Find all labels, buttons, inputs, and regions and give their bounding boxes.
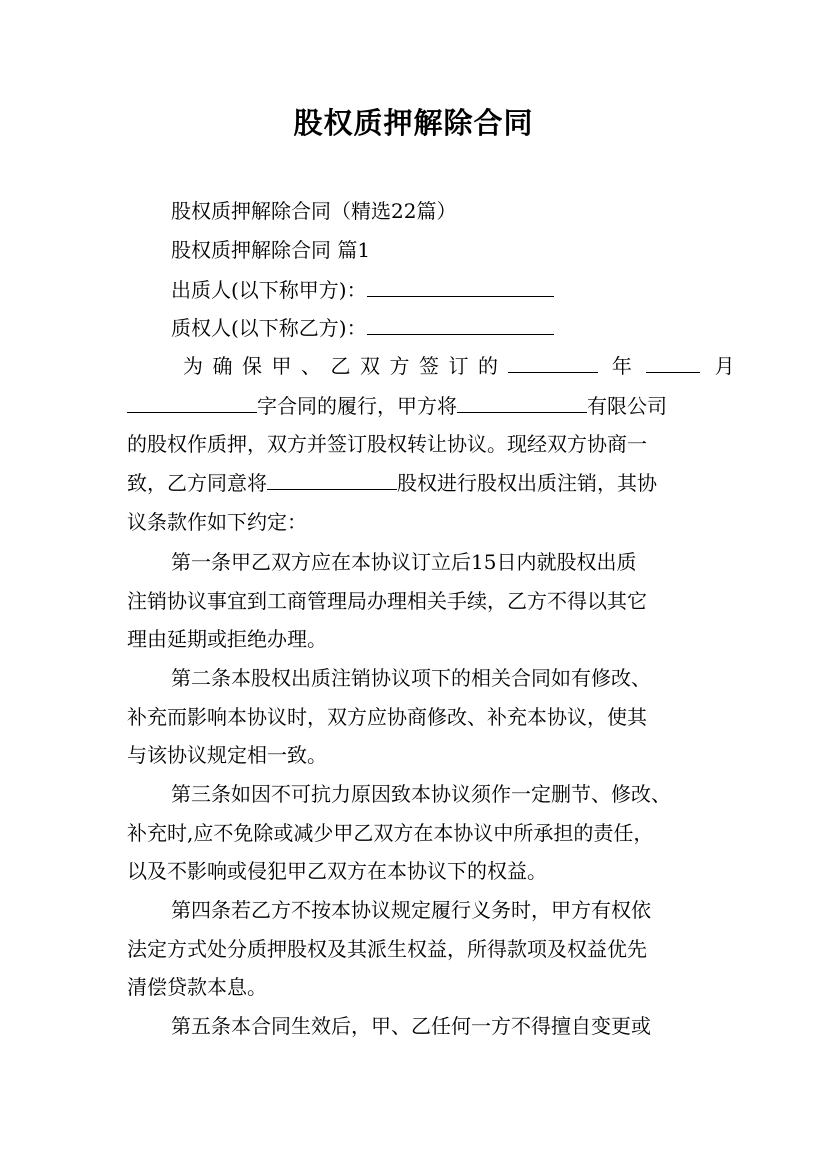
intro-line-5: 议条款作如下约定： <box>127 510 307 534</box>
intro-text-1b: 年 <box>611 354 632 378</box>
contract-number-blank <box>508 352 598 373</box>
intro-line-2 <box>127 392 667 420</box>
article4-line-2: 法定方式处分质押股权及其派生权益，所得款项及权益优先 <box>127 937 647 961</box>
article1-line-1: 第一条甲乙双方应在本协议订立后15日内就股权出质 <box>171 550 637 574</box>
article2-line-2: 补充而影响本协议时，双方应协商修改、补充本协议，使其 <box>127 705 647 729</box>
article3-line-3: 以及不影响或侵犯甲乙双方在本协议下的权益。 <box>127 859 547 883</box>
article3-line-1: 第三条如因不可抗力原因致本协议须作一定删节、修改、 <box>171 782 671 806</box>
pledgor-line <box>171 276 554 304</box>
company-name-blank <box>457 392 587 413</box>
intro-text-1c: 月 <box>714 354 735 378</box>
pledgor-blank <box>367 276 554 297</box>
intro-line-1 <box>183 352 735 380</box>
intro-line-3: 的股权作质押，双方并签订股权转让协议。现经双方协商一 <box>127 432 647 456</box>
pledgee-blank <box>367 314 554 335</box>
intro-text-4a: 致，乙方同意将 <box>127 471 267 495</box>
document-title: 股权质押解除合同 <box>293 106 534 140</box>
pledgor-label: 出质人(以下称甲方)： <box>171 278 367 302</box>
intro-text-1a: 为确保甲、乙双方签订的 <box>183 354 508 378</box>
article5-line-1: 第五条本合同生效后，甲、乙任何一方不得擅自变更或 <box>171 1014 651 1038</box>
article1-line-3: 理由延期或拒绝办理。 <box>127 627 327 651</box>
section-heading: 股权质押解除合同 篇1 <box>171 238 371 262</box>
article2-line-1: 第二条本股权出质注销协议项下的相关合同如有修改、 <box>171 666 651 690</box>
article1-line-2: 注销协议事宜到工商管理局办理相关手续，乙方不得以其它 <box>127 589 647 613</box>
equity-blank <box>267 469 397 490</box>
contract-word-blank <box>127 392 257 413</box>
article3-line-2: 补充时,应不免除或减少甲乙双方在本协议中所承担的责任， <box>127 821 654 845</box>
pledgee-label: 质权人(以下称乙方)： <box>171 316 367 340</box>
intro-text-4b: 股权进行股权出质注销，其协 <box>397 471 657 495</box>
intro-text-2b: 有限公司 <box>587 394 667 418</box>
document-subtitle: 股权质押解除合同（精选22篇） <box>171 199 457 223</box>
pledgee-line <box>171 314 554 342</box>
intro-line-4 <box>127 469 657 497</box>
article4-line-1: 第四条若乙方不按本协议规定履行义务时，甲方有权依 <box>171 898 651 922</box>
intro-text-2a: 字合同的履行，甲方将 <box>257 394 457 418</box>
article4-line-3: 清偿贷款本息。 <box>127 975 267 999</box>
article2-line-3: 与该协议规定相一致。 <box>127 743 327 767</box>
month-blank <box>646 352 700 373</box>
